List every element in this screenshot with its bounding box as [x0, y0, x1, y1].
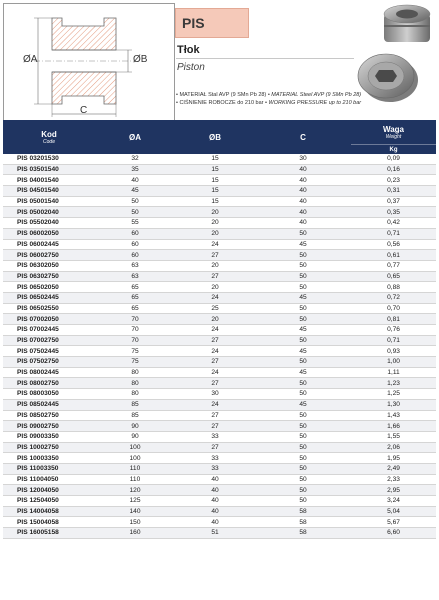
- row-c: 50: [255, 335, 351, 346]
- row-oa: 80: [95, 367, 175, 378]
- dimension-table: [3, 120, 436, 539]
- row-c: 50: [255, 228, 351, 239]
- row-ob: 51: [175, 528, 255, 539]
- row-weight: 3,24: [351, 496, 436, 507]
- col-header-code-sub: Code: [43, 138, 55, 145]
- row-oa: 65: [95, 303, 175, 314]
- row-code: PIS 07502750: [3, 357, 95, 368]
- col-header-code: [3, 120, 95, 154]
- table-row: [3, 485, 436, 496]
- col-header-ob: ØB: [175, 120, 255, 154]
- row-oa: 160: [95, 528, 175, 539]
- table-row: [3, 207, 436, 218]
- row-c: 58: [255, 517, 351, 528]
- row-weight: 0,31: [351, 186, 436, 197]
- row-weight: 2,49: [351, 463, 436, 474]
- row-c: 45: [255, 346, 351, 357]
- row-weight: 0,23: [351, 175, 436, 186]
- table-row: [3, 196, 436, 207]
- row-code: PIS 05002040: [3, 207, 95, 218]
- row-weight: 5,04: [351, 506, 436, 517]
- row-code: PIS 07502445: [3, 346, 95, 357]
- row-code: PIS 10003350: [3, 453, 95, 464]
- technical-drawing: [3, 3, 175, 122]
- row-ob: 20: [175, 207, 255, 218]
- row-c: 50: [255, 314, 351, 325]
- table-row: [3, 218, 436, 229]
- row-code: PIS 06502550: [3, 303, 95, 314]
- row-weight: 0,88: [351, 282, 436, 293]
- row-c: 45: [255, 399, 351, 410]
- row-code: PIS 12004050: [3, 485, 95, 496]
- row-c: 40: [255, 196, 351, 207]
- row-code: PIS 14004058: [3, 506, 95, 517]
- table-row: [3, 453, 436, 464]
- table-row: [3, 463, 436, 474]
- table-row: [3, 292, 436, 303]
- row-weight: 2,33: [351, 474, 436, 485]
- row-code: PIS 07002050: [3, 314, 95, 325]
- row-c: 58: [255, 506, 351, 517]
- row-ob: 40: [175, 474, 255, 485]
- row-weight: 0,37: [351, 196, 436, 207]
- row-code: PIS 08502750: [3, 410, 95, 421]
- row-c: 50: [255, 463, 351, 474]
- table-row: [3, 228, 436, 239]
- row-ob: 24: [175, 399, 255, 410]
- row-ob: 27: [175, 335, 255, 346]
- row-code: PIS 15004058: [3, 517, 95, 528]
- table-row: [3, 303, 436, 314]
- row-weight: 1,11: [351, 367, 436, 378]
- row-oa: 70: [95, 314, 175, 325]
- table-row: [3, 335, 436, 346]
- row-weight: 0,76: [351, 325, 436, 336]
- row-weight: 0,42: [351, 218, 436, 229]
- row-code: PIS 07002445: [3, 325, 95, 336]
- row-oa: 110: [95, 463, 175, 474]
- row-oa: 60: [95, 250, 175, 261]
- dimension-a-label: ØA: [23, 54, 38, 65]
- row-oa: 65: [95, 282, 175, 293]
- col-header-oa: ØA: [95, 120, 175, 154]
- row-code: PIS 08002750: [3, 378, 95, 389]
- row-weight: 1,00: [351, 357, 436, 368]
- row-weight: 0,09: [351, 154, 436, 164]
- row-oa: 120: [95, 485, 175, 496]
- row-ob: 27: [175, 357, 255, 368]
- row-ob: 15: [175, 164, 255, 175]
- row-code: PIS 10002750: [3, 442, 95, 453]
- row-ob: 20: [175, 260, 255, 271]
- product-code-box: [175, 8, 249, 38]
- row-ob: 27: [175, 410, 255, 421]
- row-ob: 15: [175, 186, 255, 197]
- table-row: [3, 154, 436, 164]
- row-c: 50: [255, 421, 351, 432]
- row-ob: 20: [175, 228, 255, 239]
- row-weight: 2,06: [351, 442, 436, 453]
- material-en: • MATERIAL Steel AVP (9 SMn Pb 28): [267, 92, 362, 98]
- row-ob: 27: [175, 378, 255, 389]
- row-code: PIS 06302750: [3, 271, 95, 282]
- row-c: 50: [255, 389, 351, 400]
- row-weight: 1,55: [351, 431, 436, 442]
- table-row: [3, 175, 436, 186]
- row-code: PIS 03201530: [3, 154, 95, 164]
- row-weight: 1,66: [351, 421, 436, 432]
- row-weight: 1,43: [351, 410, 436, 421]
- table-row: [3, 474, 436, 485]
- col-header-weight: [351, 120, 436, 145]
- row-weight: 0,81: [351, 314, 436, 325]
- row-oa: 75: [95, 346, 175, 357]
- table-row: [3, 442, 436, 453]
- table-row: [3, 164, 436, 175]
- row-oa: 55: [95, 218, 175, 229]
- row-c: 50: [255, 282, 351, 293]
- row-weight: 5,67: [351, 517, 436, 528]
- row-oa: 140: [95, 506, 175, 517]
- row-weight: 1,23: [351, 378, 436, 389]
- col-header-c: C: [255, 120, 351, 154]
- dimension-b-label: ØB: [133, 54, 148, 65]
- table-row: [3, 399, 436, 410]
- row-oa: 125: [95, 496, 175, 507]
- row-c: 58: [255, 528, 351, 539]
- row-code: PIS 04001540: [3, 175, 95, 186]
- row-c: 45: [255, 292, 351, 303]
- row-code: PIS 03501540: [3, 164, 95, 175]
- row-c: 50: [255, 378, 351, 389]
- row-code: PIS 06002050: [3, 228, 95, 239]
- table-row: [3, 250, 436, 261]
- row-code: PIS 08003050: [3, 389, 95, 400]
- row-weight: 0,16: [351, 164, 436, 175]
- row-c: 50: [255, 357, 351, 368]
- row-code: PIS 08002445: [3, 367, 95, 378]
- row-c: 50: [255, 410, 351, 421]
- row-code: PIS 05001540: [3, 196, 95, 207]
- row-weight: 1,30: [351, 399, 436, 410]
- table-row: [3, 410, 436, 421]
- table-row: [3, 260, 436, 271]
- row-ob: 24: [175, 325, 255, 336]
- table-row: [3, 528, 436, 539]
- row-oa: 70: [95, 335, 175, 346]
- row-weight: 0,72: [351, 292, 436, 303]
- row-ob: 25: [175, 303, 255, 314]
- row-weight: 1,95: [351, 453, 436, 464]
- row-ob: 24: [175, 367, 255, 378]
- table-row: [3, 314, 436, 325]
- row-oa: 80: [95, 378, 175, 389]
- row-weight: 0,93: [351, 346, 436, 357]
- col-header-weight-sub: Weight: [385, 133, 402, 140]
- row-code: PIS 05502040: [3, 218, 95, 229]
- row-oa: 65: [95, 292, 175, 303]
- row-c: 50: [255, 453, 351, 464]
- row-oa: 63: [95, 271, 175, 282]
- material-pl: • MATERIAŁ Stal AVP (9 SMn Pb 28): [176, 92, 267, 98]
- row-oa: 85: [95, 399, 175, 410]
- row-c: 40: [255, 186, 351, 197]
- row-oa: 60: [95, 239, 175, 250]
- row-code: PIS 06302050: [3, 260, 95, 271]
- row-c: 40: [255, 175, 351, 186]
- row-c: 50: [255, 431, 351, 442]
- row-c: 30: [255, 154, 351, 164]
- table-row: [3, 346, 436, 357]
- table-row: [3, 421, 436, 432]
- pressure-en: • WORKING PRESSURE up to 210 bar: [265, 100, 362, 106]
- col-header-weight-label: Waga: [382, 124, 405, 134]
- row-oa: 50: [95, 207, 175, 218]
- row-code: PIS 16005158: [3, 528, 95, 539]
- row-ob: 15: [175, 154, 255, 164]
- row-ob: 24: [175, 292, 255, 303]
- col-header-kg: Kg: [351, 145, 436, 155]
- table-row: [3, 367, 436, 378]
- row-weight: 1,25: [351, 389, 436, 400]
- row-code: PIS 11004050: [3, 474, 95, 485]
- table-row: [3, 378, 436, 389]
- row-c: 45: [255, 325, 351, 336]
- row-code: PIS 08502445: [3, 399, 95, 410]
- row-c: 50: [255, 250, 351, 261]
- row-oa: 90: [95, 431, 175, 442]
- row-code: PIS 12504050: [3, 496, 95, 507]
- row-oa: 110: [95, 474, 175, 485]
- row-c: 50: [255, 442, 351, 453]
- table-row: [3, 282, 436, 293]
- row-oa: 90: [95, 421, 175, 432]
- row-code: PIS 09002750: [3, 421, 95, 432]
- row-c: 50: [255, 496, 351, 507]
- row-weight: 0,71: [351, 335, 436, 346]
- title-divider: [176, 58, 354, 59]
- row-ob: 27: [175, 271, 255, 282]
- row-ob: 40: [175, 496, 255, 507]
- row-oa: 45: [95, 186, 175, 197]
- row-c: 50: [255, 303, 351, 314]
- table-row: [3, 271, 436, 282]
- table-body: [3, 154, 436, 538]
- row-oa: 100: [95, 442, 175, 453]
- row-oa: 70: [95, 325, 175, 336]
- table-row: [3, 517, 436, 528]
- pressure-pl: • CIŚNIENIE ROBOCZE do 210 bar: [176, 100, 264, 106]
- row-oa: 50: [95, 196, 175, 207]
- row-c: 40: [255, 207, 351, 218]
- table-row: [3, 186, 436, 197]
- row-code: PIS 11003350: [3, 463, 95, 474]
- row-ob: 33: [175, 463, 255, 474]
- table-row: [3, 389, 436, 400]
- row-code: PIS 06002750: [3, 250, 95, 261]
- row-ob: 24: [175, 239, 255, 250]
- piston-photo: [352, 2, 438, 108]
- row-oa: 35: [95, 164, 175, 175]
- table-row: [3, 506, 436, 517]
- row-oa: 60: [95, 228, 175, 239]
- row-c: 40: [255, 164, 351, 175]
- row-c: 40: [255, 218, 351, 229]
- product-code: PIS: [182, 15, 205, 31]
- row-code: PIS 09003350: [3, 431, 95, 442]
- row-code: PIS 04501540: [3, 186, 95, 197]
- row-ob: 20: [175, 282, 255, 293]
- row-ob: 15: [175, 175, 255, 186]
- pressure-spec: [176, 100, 361, 106]
- row-ob: 27: [175, 421, 255, 432]
- row-code: PIS 06502445: [3, 292, 95, 303]
- material-spec: [176, 92, 361, 98]
- row-c: 50: [255, 260, 351, 271]
- product-title-pl: Tłok: [177, 44, 200, 56]
- row-weight: 0,35: [351, 207, 436, 218]
- row-ob: 27: [175, 442, 255, 453]
- row-ob: 33: [175, 453, 255, 464]
- row-c: 50: [255, 474, 351, 485]
- row-weight: 6,60: [351, 528, 436, 539]
- row-weight: 0,77: [351, 260, 436, 271]
- row-ob: 27: [175, 250, 255, 261]
- table-row: [3, 325, 436, 336]
- row-weight: 0,65: [351, 271, 436, 282]
- row-c: 50: [255, 271, 351, 282]
- row-ob: 24: [175, 346, 255, 357]
- row-weight: 0,71: [351, 228, 436, 239]
- row-weight: 0,61: [351, 250, 436, 261]
- row-ob: 15: [175, 196, 255, 207]
- row-oa: 80: [95, 389, 175, 400]
- row-oa: 75: [95, 357, 175, 368]
- row-ob: 40: [175, 485, 255, 496]
- dimension-c-label: C: [80, 105, 88, 116]
- row-ob: 40: [175, 506, 255, 517]
- row-ob: 20: [175, 314, 255, 325]
- col-header-code-label: Kod: [41, 129, 57, 139]
- table-row: [3, 431, 436, 442]
- row-ob: 30: [175, 389, 255, 400]
- row-oa: 40: [95, 175, 175, 186]
- row-c: 45: [255, 367, 351, 378]
- row-code: PIS 06002445: [3, 239, 95, 250]
- table-row: [3, 357, 436, 368]
- row-oa: 32: [95, 154, 175, 164]
- table-row: [3, 239, 436, 250]
- row-c: 50: [255, 485, 351, 496]
- row-code: PIS 07002750: [3, 335, 95, 346]
- row-weight: 2,95: [351, 485, 436, 496]
- row-c: 45: [255, 239, 351, 250]
- row-oa: 63: [95, 260, 175, 271]
- row-ob: 20: [175, 218, 255, 229]
- table-row: [3, 496, 436, 507]
- row-ob: 33: [175, 431, 255, 442]
- row-weight: 0,56: [351, 239, 436, 250]
- row-oa: 85: [95, 410, 175, 421]
- row-ob: 40: [175, 517, 255, 528]
- row-oa: 150: [95, 517, 175, 528]
- row-weight: 0,70: [351, 303, 436, 314]
- row-code: PIS 06502050: [3, 282, 95, 293]
- product-title-en: Piston: [177, 62, 205, 73]
- row-oa: 100: [95, 453, 175, 464]
